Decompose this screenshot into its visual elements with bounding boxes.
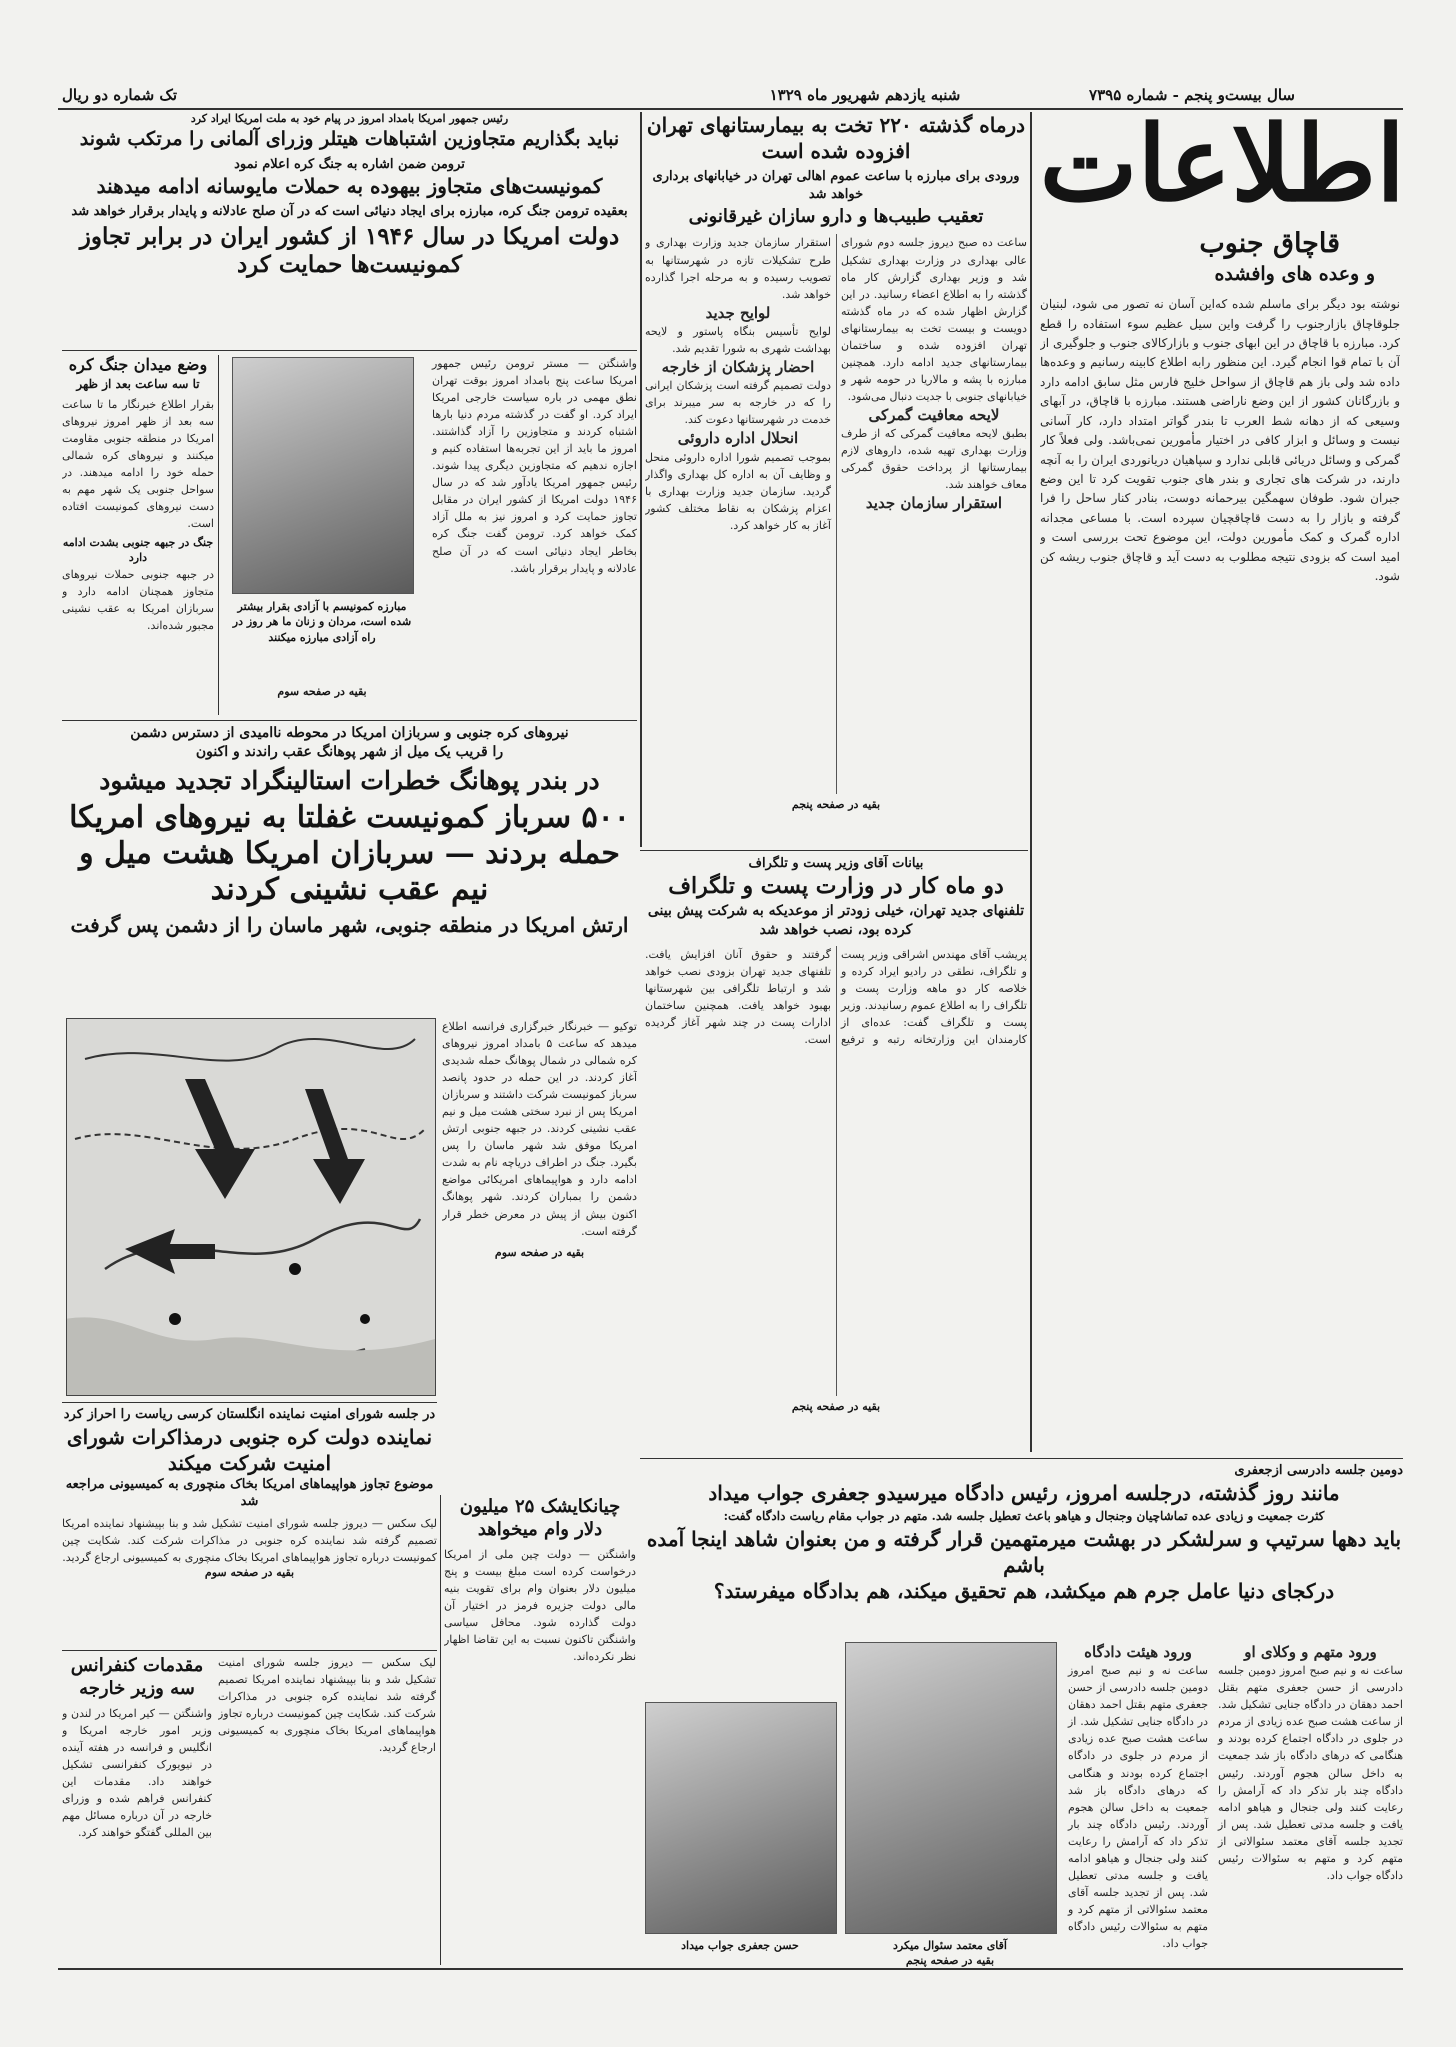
korea-status-sub: تا سه ساعت بعد از ظهر: [76, 376, 200, 391]
hospitals-sec2-title: استقرار سازمان جدید: [865, 494, 1003, 513]
war-continued: بقیه در صفحه سوم: [494, 1245, 585, 1259]
hospitals-sec1-body: بطبق لایحه معافیت گمرکی که از طرف وزارت بهداری تهیه شده، داروهای لازم بیمارستانها از پرداخت حقوق گمرکی معاف خواهند شد.: [841, 427, 1027, 492]
rule-telegraph: [640, 850, 1028, 851]
truman-title-3: دولت امریکا در سال ۱۹۴۶ از کشور ایران در برابر تجاوز کمونیست‌ها حمایت کرد: [79, 222, 620, 279]
korea-status-article: [62, 355, 214, 715]
telegraph-kicker: بیانات آقای وزیر پست و تلگراف: [748, 856, 924, 871]
telegraph-sub: تلفنهای جدید تهران، خیلی زودتر از موعدیکه به شرکت پیش بینی کرده بود، نصب خواهد شد: [647, 903, 1025, 938]
issue-date: شنبه یازدهم شهریور ماه ۱۳۲۹: [769, 86, 961, 104]
korea-status-sub-2: جنگ در جبهه جنوبی بشدت ادامه دارد: [62, 536, 214, 565]
war-title-1: در بندر پوهانگ خطرات استالینگراد تجدید میشود: [99, 765, 600, 795]
rule-war: [62, 720, 637, 721]
security-body: لیک سکس — دیروز جلسه شورای امنیت تشکیل شد و بنا بپیشنهاد نماینده امریکا تصمیم گرفته شد نماینده کره جنوبی در مذاکرات شرکت کند. شکایت چین کمونیست درباره تجاوز هواپیماهای امریکا بخاک منچوری به کمیسیونی ارجاع گردید.: [62, 1516, 437, 1564]
trial-caption-right: آقای معتمد سئوال میکرد: [893, 1939, 1007, 1952]
truman-story: [222, 355, 637, 715]
truman-caption: مبارزه کمونیسم با آزادی بقرار بیشتر شده است، مردان و زنان ما هر روز در راه آزادی مبارزه میکنند: [232, 600, 412, 644]
foreign-ministers-article: [62, 1654, 212, 1964]
hospitals-body: [645, 234, 1027, 794]
trial-kicker: دومین جلسه دادرسی ازجعفری: [1234, 1463, 1403, 1478]
smuggling-body: نوشته بود دیگر برای ماسلم شده که‌این آسان نه تصور می شود، لبنیان جلوقاچاق بازارجنوب را گرفت واین سیل عظیم سوء استفاده را قطع کرد. مبارزه با قاچاق در این ابهای جنوب و بازارکالای جنوب و جلوگیری از آن با تمام قوا انجام گیرد. این منظور رابه اطلاع کابینه رسانیم و وعده‌ها داده شد ولی باز هم قاچاق از سواحل خلیج فارس مثل سابق ادامه دارد و بازرگانان کشور از این وضع ناراضی هستند. مبارزه با قاچاق، در آبهای وسیعی که از دهانه شط العرب تا بندر گواتر امتداد دارد، کار آسانی نیست و وسائل و ابزار کافی در اختیار مأمورین نمی‌باشد. ولی فعلاً کار گمرکی و وسائل دریائی قابلی ندارد و سپاهیان دریانوردی ایران را به آنچه دارند، در شرکت های تجاری و بندر های جنوب تقویت کرد تا این وضع جبران شود. طوفان سهمگین بیرحمانه دوست، بنادر کنار ساحل را فرا گرفته و بازار را به دست قاچاقچیان سپرده است. با مساعی مجدانه اداره گمرک و کمک مأمورین دولت، این موضوع تحت بررسی است و امید است که بزودی نتیجه مطلوب به دست آید و قاچاق جنوب ریشه کن شود.: [1040, 297, 1400, 584]
trial-title-3: درکجای دنیا عامل جرم هم میکشد، هم تحقیق میکند، هم بدادگاه میفرستد؟: [713, 1578, 1335, 1603]
truman-title-1: نباید بگذاریم متجاوزین اشتباهات هیتلر وزرای آلمانی را مرتکب شوند: [79, 127, 620, 150]
korea-status-body: بقرار اطلاع خبرنگار ما تا ساعت سه بعد از ظهر امروز نیروهای امریکا در منطقه جنوبی مقاومت میکنند و نیروهای کره شمالی حمله خود را ادامه میدهند. در سواحل جنوبی یک شهر مهم به دست نیروهای کمونیست افتاده است.: [62, 397, 214, 531]
trial-title-1: مانند روز گذشته، درجلسه امروز، رئیس دادگاه میرسیدو جعفری جواب میداد: [708, 1480, 1340, 1505]
truman-headlines: [62, 112, 637, 347]
hospitals-subhead-2: تعقیب طبیب‌ها و دارو سازان غیرقانونی: [688, 206, 984, 228]
rule-truman: [62, 350, 637, 351]
trial-body-2: [1068, 1642, 1208, 1962]
map-illustration: [66, 1019, 435, 1396]
rule-foreign: [62, 1650, 437, 1651]
war-title-2: ۵۰۰ سرباز کمونیست غفلتا به نیروهای امریکا حمله بردند — سربازان امریکا هشت میل و نیم عقب نشینی کردند: [69, 800, 630, 908]
security-continuation: [218, 1654, 436, 1964]
war-kicker-1: نیروهای کره جنوبی و سربازان امریکا در محوطه ناامیدی از دسترس دشمن: [130, 725, 569, 741]
war-headlines: [62, 724, 637, 1014]
war-body: توکیو — خبرنگار خبرگزاری فرانسه اطلاع میدهد که ساعت ۵ بامداد امروز نیروهای کره شمالی در شمال پوهانگ حمله شدیدی آغاز کردند. در این حمله در حدود پانصد سرباز کمونیست شرکت داشتند و سربازان امریکا پس از نبرد سختی هشت میل و نیم عقب نشینی کردند. در جبهه جنوبی ارتش امریکا موفق شد شهر ماسان را پس بگیرد. جنگ در اطراف دریاچه نام به شدت ادامه دارد و هواپیماهای امریکائی مواضع دشمن را بمباران کردند. شهر پوهانگ اکنون بیش از پیش در معرض خطر قرار گرفته است.: [442, 1020, 637, 1238]
rule-korea-status: [218, 355, 219, 715]
trial-continued: بقیه در صفحه پنجم: [905, 1954, 995, 1967]
telegraph-continued: بقیه در صفحه پنجم: [791, 1399, 881, 1413]
rule-trial: [640, 1458, 1403, 1459]
hospitals-sec5-title: انحلال اداره داروئی: [677, 429, 799, 448]
hospitals-subhead: ورودی برای مبارزه با ساعت عموم اهالی تهران در خیابانهای برداری خواهد شد: [652, 169, 1020, 202]
trial-title-2: باید دهها سرتیپ و سرلشکر در بهشت میرمتهمین قرار گرفته و من بعنوان شاهد اینجا آمده باشم: [646, 1526, 1402, 1577]
war-story: [442, 1018, 637, 1488]
hospitals-sec4-title: احضار پزشکان از خارجه: [661, 358, 815, 377]
war-kicker-2: را قریب یک میل از شهر پوهانگ عقب راندند و اکنون: [195, 743, 504, 760]
security-line-1: در جلسه شورای امنیت نماینده انگلستان کرسی ریاست را احراز کرد: [63, 1407, 436, 1422]
hospitals-sec4-body: دولت تصمیم گرفته است پزشکان ایرانی را که در خارجه به سر میبرند برای خدمت در شهرستانها دعوت کند.: [645, 379, 831, 427]
column-rule-mid: [640, 112, 642, 847]
trial-sec2: ورود هیئت دادگاه: [1084, 1643, 1192, 1661]
trial-sub: کثرت جمعیت و زیادی عده تماشاچیان وجنجال و هیاهو باعث تعطیل جلسه شد. متهم در جواب مقام ریاست دادگاه گفت:: [723, 1508, 1325, 1523]
hospitals-article: [645, 112, 1027, 847]
smuggling-subtitle: و وعده های وافشده: [1214, 263, 1375, 286]
china-body: واشنگتن — دولت چین ملی از امریکا درخواست کرده است مبلغ بیست و پنج میلیون دلار بعنوان وام برای تقویت بنیه مالی دولت جزیره فرمز در اختیار آن دولت گذارده شود. محافل سیاسی واشنگتن تاکنون نسبت به این تقاضا اظهار نظر نکرده‌اند.: [444, 1547, 636, 1664]
trial-photo-defendant: [645, 1702, 837, 1934]
smuggling-title: قاچاق جنوب: [1199, 228, 1340, 259]
truman-photo: [232, 357, 414, 594]
hospitals-sec5-body: بموجب تصمیم شورا اداره داروئی منحل و وظایف آن به اداره کل بهداری واگذار گردید. سازمان جدید وزارت بهداری با اعزام پزشکان به نقاط مختلف کشور آغاز به کار خواهد کرد.: [645, 450, 831, 532]
security-council-article: [62, 1406, 437, 1646]
truman-line-3: بعقیده ترومن جنگ کره، مبارزه برای ایجاد دنیائی است که در آن صلح عادلانه و پایدار برقرار خواهد شد: [71, 204, 628, 220]
bottom-rule: [58, 1968, 1403, 1970]
trial-caption-left: حسن جعفری جواب میداد: [681, 1939, 799, 1952]
foreign-title: مقدمات کنفرانس سه وزیر خارجه: [70, 1655, 204, 1700]
korea-front-map: [66, 1018, 436, 1396]
smuggling-article: [1040, 228, 1400, 1443]
korea-status-body-2: در جبهه جنوبی حملات نیروهای متجاوز همچنان ادامه دارد و سربازان امریکا به عقب نشینی مجبور شده‌اند.: [62, 568, 214, 633]
column-rule-right: [1030, 112, 1032, 1452]
truman-continued: بقیه در صفحه سوم: [277, 685, 367, 698]
hospitals-title: درماه گذشته ۲۲۰ تخت به بیمارستانهای تهران افزوده شده است: [646, 113, 1026, 163]
security-continuation-body: لیک سکس — دیروز جلسه شورای امنیت تشکیل شد و بنا بپیشنهاد نماینده امریکا تصمیم گرفته شد نماینده کره جنوبی در مذاکرات شرکت کند. شکایت چین کمونیست درباره تجاوز هواپیماهای امریکا بخاک منچوری به کمیسیونی ارجاع گردید.: [218, 1656, 436, 1755]
trial-body: [1218, 1642, 1403, 1962]
china-title: چیانکایشک ۲۵ میلیون دلار وام میخواهد: [459, 1496, 621, 1541]
trial-article: [645, 1462, 1403, 1967]
trial-sec1: ورود متهم و وکلای او: [1244, 1643, 1377, 1661]
foreign-body: واشنگتن — کیر امریکا در لندن و وزیر امور خارجه امریکا و انگلیس و فرانسه در هفته آینده در نیویورک کنفرانسی تشکیل خواهند داد. مقدمات این کنفرانس فراهم شده و وزرای خارجه در آن درباره مسائل مهم بین المللی گفتگو خواهند کرد.: [62, 1706, 212, 1840]
truman-title-2: کمونیست‌های متجاوز بیهوده به حملات مایوسانه ادامه میدهند: [96, 174, 603, 199]
masthead-title: اطلاعات: [1040, 112, 1405, 225]
truman-line-1: رئیس جمهور امریکا بامداد امروز در پیام خود به ملت امریکا ایراد کرد: [190, 112, 509, 125]
security-continued: بقیه در صفحه سوم: [204, 1565, 295, 1579]
issue-number: سال بیست‌و پنجم - شماره ۷۳۹۵: [1089, 86, 1295, 104]
telegraph-article: [645, 855, 1027, 1455]
hospitals-lead: ساعت ده صبح دیروز جلسه دوم شورای عالی بهداری در وزارت بهداری تشکیل شد و وزیر بهداری گزارش کار ماه گذشته را به اطلاع اعضاء رسانید. در این گزارش اظهار شده که در ماه گذشته دویست و بیست تخت به بیمارستانهای تهران افزوده شده و ساختمان بیمارستانهای جدید ادامه دارد. همچنین مبارزه با پشه و مالاریا در حومه شهر و خیابانهای جنوبی با جدیت دنبال می‌شود.: [841, 236, 1027, 403]
hospitals-sec3-body: لوایح تأسیس بنگاه پاستور و لایحه بهداشت شهری به شورا تقدیم شد.: [645, 324, 831, 355]
issue-price: تک شماره دو ریال: [62, 86, 177, 104]
telegraph-body: پریشب آقای مهندس اشراقی وزیر پست و تلگراف، نطقی در رادیو ایراد کرده و خلاصه کار دو ماهه وزارت پست و تلگراف را به اطلاع عموم رسانیدند. وزیر پست و تلگراف گفت: عده‌ای از کارمندان این وزارتخانه رتبه و ترفیع گرفتند و حقوق آنان افزایش یافت. تلفنهای جدید تهران بزودی نصب خواهد شد و ارتباط تلگرافی بین شهرستانها بهبود خواهد یافت. همچنین ساختمان ادارات پست در چند شهر آغاز گردیده است.: [645, 947, 1027, 1047]
truman-line-2: ترومن ضمن اشاره به جنگ کره اعلام نمود: [234, 156, 465, 172]
rule-china: [440, 1495, 441, 1965]
security-title: نماینده دولت کره جنوبی درمذاکرات شورای امنیت شرکت میکند: [66, 1424, 433, 1475]
war-title-3: ارتش امریکا در منطقه جنوبی، شهر ماسان را از دشمن پس گرفت: [70, 913, 629, 938]
rule-security: [62, 1402, 437, 1403]
korea-status-title: وضع میدان جنگ کره: [68, 355, 208, 374]
trial-photo-judge: [845, 1642, 1057, 1934]
hospitals-sec1-title: لایحه معافیت گمرکی: [868, 405, 1000, 424]
trial-body-text-2: ساعت نه و نیم صبح امروز دومین جلسه دادرسی از حسن جعفری متهم بقتل احمد دهقان در دادگاه جنایی تشکیل شد. از ساعت هشت صبح عده زیادی از مردم در جلوی در دادگاه اجتماع کرده بودند و هنگامی که درهای دادگاه باز شد جمعیت به داخل سالن هجوم آوردند. رئیس دادگاه چند بار تذکر داد که آرامش را رعایت کنند ولی جنجال و هیاهو ادامه یافت و جلسه مدتی تعطیل شد. پس از تجدید جلسه آقای معتمد سئوالاتی از متهم کرد و متهم به سئوالات رئیس دادگاه جواب داد.: [1068, 1664, 1208, 1950]
hospitals-sec2-body: استقرار سازمان جدید وزارت بهداری و طرح تشکیلات تازه در شهرستانها به تصویب رسیده و به مرحله اجرا گذارده خواهد شد.: [645, 236, 831, 301]
truman-body: واشنگتن — مستر ترومن رئیس جمهور امریکا ساعت پنج بامداد امروز بوقت تهران نطق مهمی در باره سیاست خارجی امریکا ایراد کرد. او گفت در گذشته مردم دنیا بارها اشتباه کردند و متجاوزین را آزاد گذاشتند. امروز ما باید از این تجربه‌ها استفاده کنیم و اجازه ندهیم که متجاوزین دیگری پیدا شوند. رئیس جمهور امریکا یادآور شد که در سال ۱۹۴۶ دولت امریکا از کشور ایران در مقابل تجاوز حمایت کرد و امروز نیز به ملل آزاد کمک خواهد کرد. ترومن گفت جنگ کره بخاطر ایجاد دنیائی است که در آن صلح عادلانه و پایدار برقرار باشد.: [432, 357, 637, 575]
top-rule: [58, 108, 1403, 110]
hospitals-sec3-title: لوایح جدید: [705, 303, 771, 322]
china-loan-article: [444, 1495, 636, 1965]
hospitals-continued: بقیه در صفحه پنجم: [791, 798, 881, 812]
security-sub: موضوع تجاوز هواپیماهای امریکا بخاک منچوری به کمیسیونی مراجعه شد: [65, 1476, 434, 1510]
trial-body-text: ساعت نه و نیم صبح امروز دومین جلسه دادرسی از حسن جعفری متهم بقتل احمد دهقان در دادگاه جنایی تشکیل شد. از ساعت هشت صبح عده زیادی از مردم در جلوی در دادگاه اجتماع کرده بودند و هنگامی که درهای دادگاه باز شد جمعیت به داخل سالن هجوم آوردند. رئیس دادگاه چند بار تذکر داد که آرامش را رعایت کنند ولی جنجال و هیاهو ادامه یافت و جلسه مدتی تعطیل شد. پس از تجدید جلسه آقای معتمد سئوالاتی از متهم کرد و متهم به سئوالات رئیس دادگاه جواب داد.: [1218, 1664, 1403, 1882]
telegraph-title: دو ماه کار در وزارت پست و تلگراف: [668, 872, 1004, 899]
